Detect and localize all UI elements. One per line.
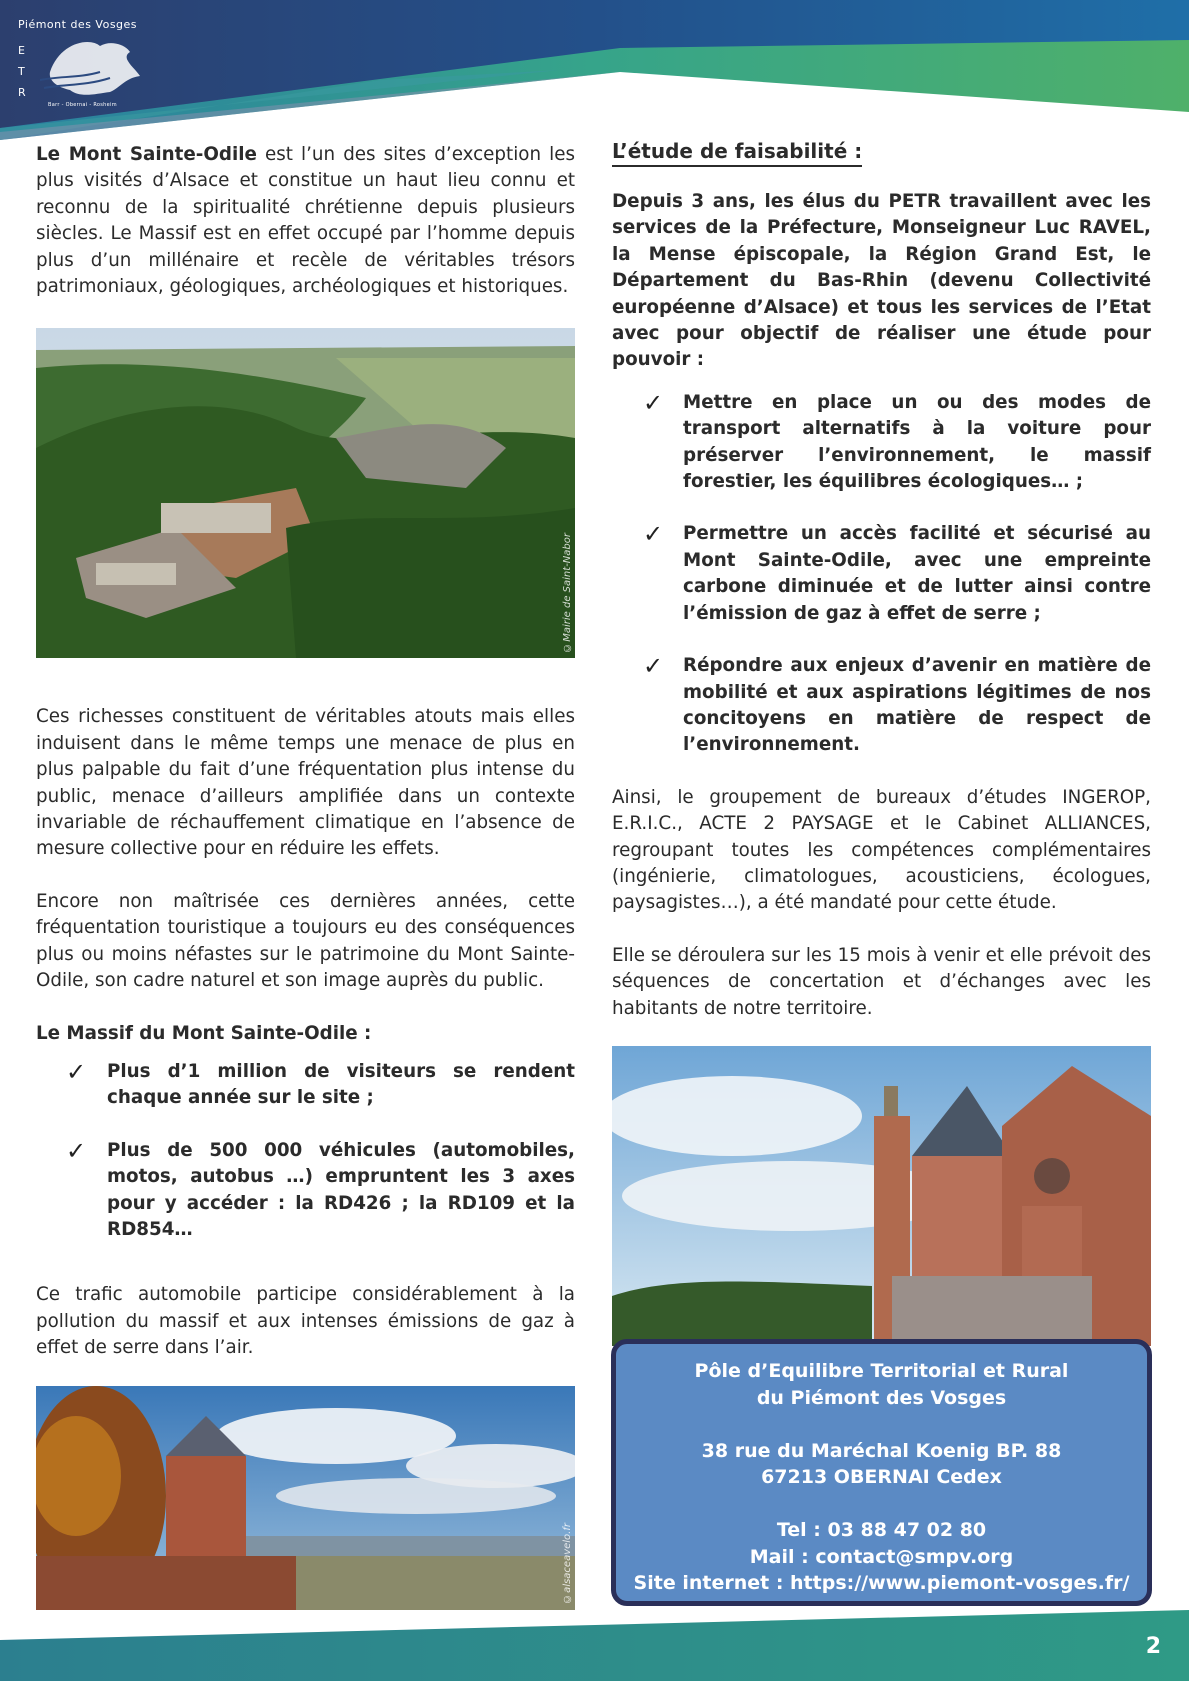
contact-box <box>611 1339 1152 1606</box>
list-item <box>612 390 1151 496</box>
contact-site[interactable]: Site internet : https://www.piemont-vosges.fr/ <box>633 1572 1130 1594</box>
logo-org-name: Piémont des Vosges <box>18 18 138 31</box>
header-banner <box>0 0 1189 150</box>
frequentation-paragraph: Encore non maîtrisée ces dernières années, cette fréquentation touristique a toujours eu des conséquences plus ou moins néfastes sur le patrimoine du Mont Sainte-Odile, son cadre naturel et son image auprès du public. <box>36 890 575 992</box>
contact-address1: 38 rue du Maréchal Koenig BP. 88 <box>701 1439 1062 1462</box>
chapel-landscape-image <box>36 1386 575 1610</box>
contact-address2: 67213 OBERNAI Cedex <box>761 1466 1002 1488</box>
right-column <box>612 138 1151 1346</box>
photo-credit: ©Mairie de Saint-Nabor <box>562 532 573 653</box>
list-item-text: Plus de 500 000 véhicules (automobiles, motos, autobus …) empruntent les 3 axes pour y accéder : la RD426 ; la RD109 et la RD854… <box>107 1139 575 1240</box>
page-number: 2 <box>1145 1634 1161 1659</box>
intro-text: est l’un des sites d’exception les plus visités d’Alsace et constitue un haut lieu connu et reconnu de la spiritualité chrétienne depuis plusieurs siècles. Le Massif est en effet occupé par l’homme depuis plus d’un millénaire et recèle de véritables trésors patrimoniaux, géologiques, archéologiques et historiques. <box>36 144 575 298</box>
photo-chapel-valley <box>36 1386 575 1610</box>
left-column <box>36 142 575 1610</box>
list-item-text: Mettre en place un ou des modes de transport alternatifs à la voiture pour préserver l’environnement, le massif forestier, les équilibres écologiques… ; <box>683 391 1151 493</box>
groupement-paragraph: Ainsi, le groupement de bureaux d’études INGEROP, E.R.I.C., ACTE 2 PAYSAGE et le Cabinet ALLIANCES, regroupant toutes les compétences complémentaires (ingénierie, climatologues, acousticiens, écologues, paysagistes…), a été mandaté pour cette étude. <box>612 786 1151 914</box>
abbey-image <box>612 1046 1151 1346</box>
vosges-map-icon <box>40 32 145 104</box>
massif-list <box>36 1059 575 1243</box>
contact-org-line2: du Piémont des Vosges <box>756 1386 1007 1409</box>
list-item <box>612 653 1151 759</box>
trafic-paragraph: Ce trafic automobile participe considérablement à la pollution du massif et aux intenses émissions de gaz à effet de serre dans l’air. <box>36 1284 575 1359</box>
massif-title: Le Massif du Mont Sainte-Odile : <box>36 1022 372 1044</box>
contact-tel: Tel : 03 88 47 02 80 <box>776 1519 987 1541</box>
list-item-text: Répondre aux enjeux d’avenir en matière de mobilité et aux aspirations légitimes de nos concitoyens en matière de respect de l’environnement. <box>683 655 1151 756</box>
deroulement-paragraph: Elle se déroulera sur les 15 mois à venir et elle prévoit des séquences de concertation et d’échanges avec les habitants de notre territoire. <box>612 944 1151 1019</box>
etude-section-title: L’étude de faisabilité : <box>612 138 862 167</box>
contact-mail[interactable]: Mail : contact@smpv.org <box>749 1545 1014 1568</box>
aerial-landscape-image <box>36 328 575 658</box>
checkmark-icon: ✓ <box>643 652 664 681</box>
intro-bold: Le Mont Sainte-Odile <box>36 144 257 165</box>
photo-credit: ©alsaceavelo.fr <box>562 1522 573 1604</box>
checkmark-icon: ✓ <box>66 1136 87 1165</box>
etude-intro: Depuis 3 ans, les élus du PETR travaillent avec les services de la Préfecture, Monseigneur Luc RAVEL, la Mense épiscopale, la Région Grand Est, le Département du Bas-Rhin (devenu Collectivité européenne d’Alsace) et tous les services de l’Etat avec pour objectif de réaliser une étude pour pouvoir : <box>612 191 1151 371</box>
petr-logo <box>18 14 148 114</box>
checkmark-icon: ✓ <box>643 388 664 417</box>
list-item-text: Permettre un accès facilité et sécurisé au Mont Sainte-Odile, avec une empreinte carbone diminuée et de lutter ainsi contre l’émission de gaz à effet de serre ; <box>683 523 1151 624</box>
checkmark-icon: ✓ <box>66 1057 87 1086</box>
logo-letter-t: T <box>18 65 25 78</box>
logo-letter-r: R <box>18 86 26 99</box>
contact-org-line1: Pôle d’Equilibre Territorial et Rural <box>694 1360 1069 1382</box>
footer-banner <box>0 1600 1189 1681</box>
intro-paragraph <box>36 142 575 300</box>
logo-letter-e: E <box>18 44 25 57</box>
richesses-paragraph: Ces richesses constituent de véritables atouts mais elles induisent dans le même temps une menace de plus en plus palpable du fait d’une fréquentation plus intense du public, menace d’ailleurs amplifiée dans un contexte invariable de réchauffement climatique en l’absence de mesure collective pour en réduire les effets. <box>36 706 575 860</box>
list-item <box>612 521 1151 627</box>
checkmark-icon: ✓ <box>643 520 664 549</box>
photo-aerial-mont-sainte-odile <box>36 328 575 658</box>
photo-abbey <box>612 1046 1151 1346</box>
list-item <box>36 1138 575 1244</box>
logo-tagline: Barr - Obernai - Rosheim <box>48 102 117 108</box>
objectives-list <box>612 390 1151 759</box>
logo-petr-letters <box>18 40 28 103</box>
list-item-text: Plus d’1 million de visiteurs se rendent chaque année sur le site ; <box>107 1060 575 1109</box>
list-item <box>36 1059 575 1112</box>
